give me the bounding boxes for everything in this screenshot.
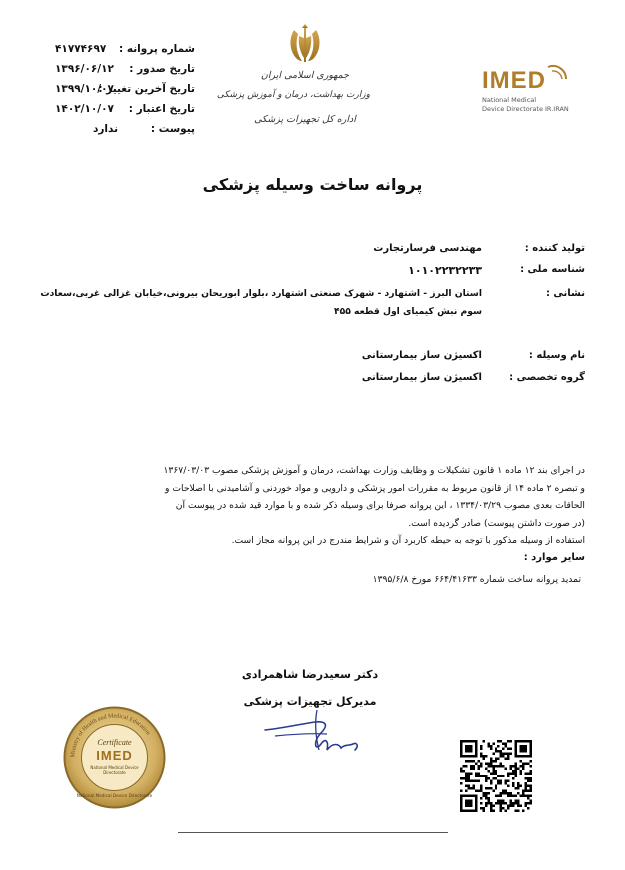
seal-bottom-text: National Medical Device Directorate [76, 793, 153, 798]
specialty-group-label: گروه تخصصی : [509, 372, 585, 383]
body-line4: (در صورت داشتن پیوست) صادر گردیده است. [408, 517, 585, 529]
specialty-group: اکسیژن ساز بیمارستانی [361, 372, 482, 383]
iran-emblem [216, 24, 370, 144]
imed-logo [478, 64, 573, 120]
device-name-label: نام وسیله : [528, 350, 585, 361]
seal-word: IMED [96, 748, 133, 763]
signer-name: دکتر سعیدرضا شاهمرادی [241, 668, 379, 681]
address-label: نشانی : [545, 288, 585, 299]
legal-paragraph [40, 462, 585, 550]
last-change-date-label: تاریخ آخرین تغییر : [98, 83, 195, 95]
national-id: ۱۰۱۰۲۲۳۲۲۳۳ [408, 264, 482, 277]
body-line1: در اجرای بند ۱۲ ماده ۱ قانون تشکیلات و وظایف وزارت بهداشت، درمان و آموزش پزشکی مصوب ۱۳۶۷/۰۳/۰۳ [163, 465, 585, 476]
other-items-text: تمدید پروانه ساخت شماره ۶۶۴/۴۱۶۳۳ مورخ ۱۳۹۵/۶/۸ [372, 574, 581, 585]
certificate-seal [62, 705, 167, 810]
page-title: پروانه ساخت وسیله پزشکی [202, 175, 423, 194]
imed-sub1: National Medical [482, 96, 537, 104]
signature-icon [255, 700, 370, 760]
validity-date: ۱۴۰۲/۱۰/۰۷ [55, 103, 114, 115]
emblem-line2: وزارت بهداشت، درمان و آموزش پزشکی [216, 90, 370, 100]
address-line1: استان البرز - اشتهارد - شهرک صنعتی اشتهارد ،بلوار ابوریحان بیرونی،خیابان غزالی غربی،سعادت [40, 288, 482, 299]
issue-date-row [55, 63, 195, 77]
body-line3: الحاقات بعدی مصوب ۱۳۳۴/۰۳/۲۹ ، این پروانه صرفا برای وسیله ذکر شده و با موارد قید شده در پیوست آن [175, 500, 585, 511]
seal-ring-text: Ministry of Health and Medical Education [70, 713, 152, 758]
issue-date: ۱۳۹۶/۰۶/۱۲ [55, 63, 114, 75]
signer-position: مدیرکل تجهیزات پزشکی [243, 695, 377, 708]
license-number: ۴۱۷۷۴۶۹۷ [55, 43, 107, 55]
attachment-row [55, 123, 195, 137]
attachment-value: ندارد [93, 123, 119, 135]
manufacturer: مهندسی فرسارتجارت [373, 243, 482, 254]
imed-sub2: Device Directorate IR.IRAN [482, 105, 569, 113]
seal-sub: National Medical Device Directorate [90, 765, 139, 775]
issue-date-label: تاریخ صدور : [129, 63, 195, 75]
qr-code[interactable] [460, 740, 532, 812]
last-change-date-row [55, 83, 195, 97]
other-items-label: سایر موارد : [523, 552, 585, 563]
address-line2: سوم نبش کیمیای اول قطعه ۴۵۵ [334, 306, 482, 317]
license-number-label: شماره پروانه : [119, 43, 195, 55]
bottom-divider [178, 832, 448, 833]
attachment-label: پیوست : [150, 123, 195, 135]
emblem-line1: جمهوری اسلامی ایران [260, 70, 350, 81]
body-line2: و تبصره ۲ ماده ۱۴ از قانون مربوط به مقررات امور پزشکی و دارویی و مواد خوردنی و آشامیدنی با اصلاحات و [165, 482, 585, 494]
qr-code-icon [460, 740, 532, 812]
validity-date-row [55, 103, 195, 117]
manufacturer-label: تولید کننده : [524, 243, 585, 254]
license-number-row [55, 43, 195, 57]
seal-center-top: Certificate [97, 738, 132, 747]
last-change-date: ۱۳۹۹/۱۰/۰۷ [55, 83, 114, 95]
emblem-line3: اداره کل تجهیزات پزشکی [254, 114, 356, 125]
iran-emblem-icon [288, 24, 322, 64]
validity-date-label: تاریخ اعتبار : [128, 103, 195, 115]
body-line5: استفاده از وسیله مذکور با توجه به حیطه کاربرد آن و شرایط مندرج در این پروانه مجاز است. [231, 535, 585, 546]
national-id-label: شناسه ملی : [520, 264, 585, 275]
device-name: اکسیژن ساز بیمارستانی [361, 350, 482, 361]
imed-word: IMED [482, 67, 546, 94]
